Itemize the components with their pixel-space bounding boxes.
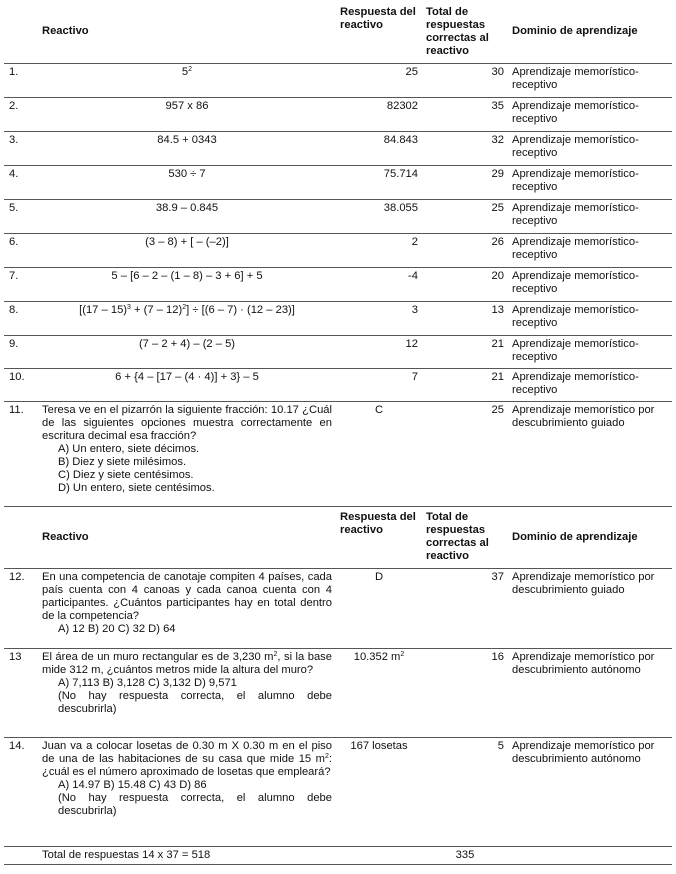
row-answer: 38.055 [336, 199, 422, 233]
row-number: 5. [4, 199, 38, 233]
text-part: Juan va a colocar losetas de 0.30 m X 0.30 m en el piso de una de las habitaciones de su casa que mide 15 m [42, 739, 332, 765]
question-text: En una competencia de canotaje compiten 4 países, cada país cuenta con 4 canoas y cada canoa cuenta con 4 participantes. ¿Cuántos participantes hay en total dentro de la competencia? [42, 570, 332, 622]
header-item: Reactivo [38, 0, 336, 63]
row-total: 29 [422, 165, 508, 199]
row-number: 7. [4, 267, 38, 301]
row-number: 8. [4, 301, 38, 335]
results-table-page [4, 0, 672, 865]
header-total: Total de respuestas correctas al reactivo [422, 506, 508, 568]
row-number: 2. [4, 97, 38, 131]
table-row-13 [4, 648, 672, 737]
row-domain: Aprendizaje memorístico-receptivo [508, 199, 672, 233]
table-row-8 [4, 301, 672, 335]
row-total: 21 [422, 335, 508, 368]
table-row-12 [4, 568, 672, 648]
row-total: 30 [422, 63, 508, 97]
row-domain: Aprendizaje memorístico por descubrimiento guiado [508, 568, 672, 648]
question-text [42, 740, 332, 779]
header-item: Reactivo [38, 506, 336, 568]
row-answer: 12 [336, 335, 422, 368]
table-row-3 [4, 131, 672, 165]
row-answer [336, 648, 422, 737]
row-answer: 167 losetas [336, 737, 422, 846]
row-item: 38.9 – 0.845 [38, 199, 336, 233]
row-item: 6 + {4 – [17 – (4 · 4)] + 3} – 5 [38, 368, 336, 401]
row-item: (7 – 2 + 4) – (2 – 5) [38, 335, 336, 368]
header-domain: Dominio de aprendizaje [508, 0, 672, 63]
row-domain: Aprendizaje memorístico-receptivo [508, 301, 672, 335]
row-domain: Aprendizaje memorístico por descubrimiento autónomo [508, 648, 672, 737]
note: (No hay respuesta correcta, el alumno debe descubrirla) [58, 689, 332, 715]
table-header [4, 0, 672, 63]
note: (No hay respuesta correcta, el alumno debe descubrirla) [58, 791, 332, 817]
row-answer: 25 [336, 63, 422, 97]
row-total: 20 [422, 267, 508, 301]
row-total: 5 [422, 737, 508, 846]
row-answer: 84.843 [336, 131, 422, 165]
table-row-2 [4, 97, 672, 131]
table-row-9 [4, 335, 672, 368]
row-number: 13 [4, 648, 38, 737]
superscript: 3 [127, 303, 131, 311]
row-total: 25 [422, 199, 508, 233]
row-total: 16 [422, 648, 508, 737]
options: A) 12 B) 20 C) 32 D) 64 [58, 622, 176, 635]
header-answer: Respuesta del reactivo [336, 0, 422, 63]
table-row-7 [4, 267, 672, 301]
table-row-6 [4, 233, 672, 267]
option-c: C) Diez y siete centésimos. [58, 468, 194, 481]
row-number: 12. [4, 568, 38, 648]
options: A) 14.97 B) 15.48 C) 43 D) 86 [58, 778, 207, 791]
row-domain: Aprendizaje memorístico-receptivo [508, 63, 672, 97]
question-text [42, 651, 332, 677]
text-part: El área de un muro rectangular es de 3,230 m [42, 650, 274, 663]
item-part: + (7 – 12) [130, 303, 183, 316]
row-number: 10. [4, 368, 38, 401]
option-a: A) Un entero, siete décimos. [58, 442, 200, 455]
row-item: 5 – [6 – 2 – (1 – 8) – 3 + 6] + 5 [38, 267, 336, 301]
answer-text: 10.352 m [353, 650, 401, 663]
row-answer: 2 [336, 233, 422, 267]
row-number: 3. [4, 131, 38, 165]
row-domain: Aprendizaje memorístico-receptivo [508, 335, 672, 368]
row-domain: Aprendizaje memorístico-receptivo [508, 267, 672, 301]
row-total: 13 [422, 301, 508, 335]
row-answer: 82302 [336, 97, 422, 131]
table-row-11 [4, 401, 672, 506]
question-text: Teresa ve en el pizarrón la siguiente fracción: 10.17 ¿Cuál de las siguientes opciones muestra correctamente en escritura decimal esa fracción? [42, 403, 332, 442]
row-total: 26 [422, 233, 508, 267]
row-answer: D [336, 568, 422, 648]
text-part: , si la base mide 312 m, ¿cuántos metros mide la altura del muro? [42, 650, 332, 676]
row-answer: 3 [336, 301, 422, 335]
table-header-2 [4, 506, 672, 568]
row-domain: Aprendizaje memorístico por descubrimiento guiado [508, 401, 672, 506]
table-row-5 [4, 199, 672, 233]
superscript: 2 [324, 752, 329, 760]
row-answer: 75.714 [336, 165, 422, 199]
table-row-4 [4, 165, 672, 199]
table-footer [4, 846, 672, 864]
row-item: (3 – 8) + [ – (–2)] [38, 233, 336, 267]
row-domain: Aprendizaje memorístico-receptivo [508, 131, 672, 165]
row-total: 37 [422, 568, 508, 648]
row-item: 957 x 86 [38, 97, 336, 131]
row-domain: Aprendizaje memorístico-receptivo [508, 368, 672, 401]
row-number: 14. [4, 737, 38, 846]
row-item [38, 401, 336, 506]
row-item [38, 63, 336, 97]
row-item [38, 737, 336, 846]
table-row-14 [4, 737, 672, 846]
header-domain: Dominio de aprendizaje [508, 506, 672, 568]
superscript: 2 [182, 303, 187, 311]
simple-rows [4, 63, 672, 401]
row-number: 11. [4, 401, 38, 506]
row-total: 35 [422, 97, 508, 131]
row-domain: Aprendizaje memorístico por descubrimiento autónomo [508, 737, 672, 846]
row-number: 4. [4, 165, 38, 199]
table-row-1 [4, 63, 672, 97]
row-item [38, 568, 336, 648]
item-base: 5 [181, 65, 189, 78]
row-total: 25 [422, 401, 508, 506]
row-answer: -4 [336, 267, 422, 301]
option-b: B) Diez y siete milésimos. [58, 455, 187, 468]
row-answer: C [336, 401, 422, 506]
row-item [38, 301, 336, 335]
row-domain: Aprendizaje memorístico-receptivo [508, 165, 672, 199]
item-part: ] ÷ [(6 – 7) · (12 – 23)] [186, 303, 295, 316]
superscript: 2 [273, 650, 278, 658]
row-total: 32 [422, 131, 508, 165]
row-domain: Aprendizaje memorístico-receptivo [508, 97, 672, 131]
header-answer: Respuesta del reactivo [336, 506, 422, 568]
text-part: : ¿cuál es el número aproximado de losetas que empleará? [42, 752, 332, 778]
row-total: 21 [422, 368, 508, 401]
row-item [38, 648, 336, 737]
footer-label: Total de respuestas 14 x 37 = 518 [38, 846, 336, 864]
row-answer: 7 [336, 368, 422, 401]
row-item: 530 ÷ 7 [38, 165, 336, 199]
options: A) 7,113 B) 3,128 C) 3,132 D) 9,571 [58, 676, 237, 689]
header-total: Total de respuestas correctas al reactivo [422, 0, 508, 63]
table-row-10 [4, 368, 672, 401]
superscript: 2 [188, 65, 193, 73]
footer-total: 335 [422, 846, 508, 864]
results-table [4, 0, 672, 865]
row-domain: Aprendizaje memorístico-receptivo [508, 233, 672, 267]
row-item: 84.5 + 0343 [38, 131, 336, 165]
superscript: 2 [400, 650, 405, 658]
item-part: [(17 – 15) [79, 303, 128, 316]
option-d: D) Un entero, siete centésimos. [58, 481, 215, 494]
row-number: 9. [4, 335, 38, 368]
row-number: 6. [4, 233, 38, 267]
row-number: 1. [4, 63, 38, 97]
